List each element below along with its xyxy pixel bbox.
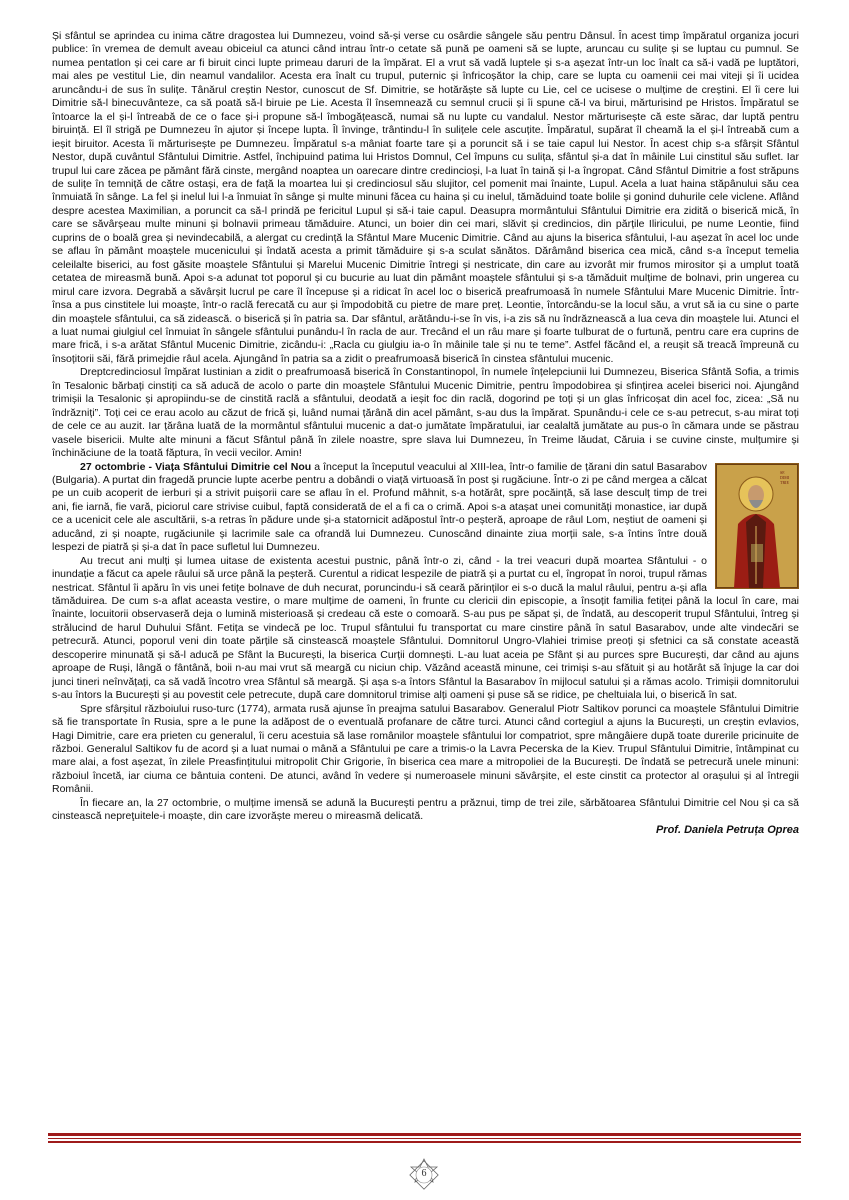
- svg-text:TRIE: TRIE: [780, 479, 789, 485]
- footer-rule-lower: [48, 1141, 801, 1143]
- paragraph-iustinian: Dreptcredinciosul împărat Iustinian a zidit o preafrumoasă biserică în Constantinopol, în numele înțelepciunii lui Dumnezeu, Biserica Sfântă Sofia, a trimis în Tesalonic bărbați cinstiți ca să aducă de acolo o parte din moaștele Sfântului Mucenic Dimitrie, pentru împodobirea și sfințirea acelei biserici noi. Ajungând trimișii la Tesalonic și apropiindu-se de cinstită raclă a sfântului, deodată a ieșit foc din raclă, dogorind pe toți și un glas înfricoșat din acel foc, zicea: „Să nu îndrăzniți”. Toți cei ce erau acolo au căzut de frică și, luând numai țărână din acel pământ, s-au dus la împărat. Spunându-i cele ce s-au petrecut, s-au mirat toți de cele ce au auzit. Iar țărâna luată de la mormântul sfântului mucenic a dat-o jumătate împăratului, iar cealaltă jumătate au pus-o în cămara unde se păstrau vasele bisericii. Multe alte minuni a făcut Sfântul până în zilele noastre, spre slava lui Dumnezeu, în Treime lăudat, Căruia i se cuvine cinste, mulțumire și închinăciune de la toată făptura, în vecii vecilor. Amin!: [52, 366, 799, 460]
- footer-rule-thin: [48, 1138, 801, 1139]
- article-body: [52, 30, 799, 1112]
- section-intro-text: a început la începutul veacului al XIII-lea, într-o familie de țărani din satul Basarabov (Bulgaria). A purtat din fragedă pruncie lupte acerbe pentru a dobândi o viață virtuoasă în post și rugăciune. Într-o zi pe când mergea a călcat pe un cuib acoperit de ierburi și a strivit puișorii care se aflau în el. Profund mâhnit, s-a hotărât, spre pocăință, să lase desculț timp de trei ani, fie iarnă, fie vară, piciorul care strivise cuibul, faptă considerată de el a fi ca o crimă. Apoi s-a atașat unei comunități monastice, iar după ce a ucenicit cele ale ascultării, s-a retras în pădure unde și-a statornicit adăpostul într-o peșteră, aproape de râul Lom, neștiut de oameni și aducând, zi și noapte, rugăciunile și lacrimile sale ca ofrandă lui Dumnezeu. Cunoscând dinainte ziua morții sale, s-a întins între două lespezi de piatră și și-a dat în pace sufletul lui Dumnezeu.: [52, 460, 707, 554]
- paragraph-martyrdom: Și sfântul se aprindea cu inima către dragostea lui Dumnezeu, voind să-și verse cu osârdie sângele său pentru Dânsul. În acest timp împăratul organiza jocuri publice: în vremea de demult aveau obiceiul ca atunci când intrau într-o cetate să pună pe oameni să se lupte, aruncau cu sulițe și se luptau cu pumnul. Se numea pentatlon și cei care ar fi biruit cinci lupte primeau daruri de la împărat. El a vrut să vadă luptele și s-a așezat într-un loc înalt ca să-i vadă pe luptători, mai ales pe vestitul Lie, din neamul vandalilor. Acesta era înalt cu trupul, puternic și înfricoșător la chip, care se lupta cu oamenii cei mai viteji și îi ucidea aruncându-i de sus în sulițe. Tânărul creștin Nestor, cunoscut de Sf. Dimitrie, se hotărăște să lupte cu Lie, cel ce ucisese o mulțime de creștini. El îi cere lui Dimitrie să-l binecuvânteze, ca să poată să-l biruie pe Lie. Acesta îl însemnează cu semnul crucii și îi spune că-l va birui, mărturisind pe Hristos. Împăratul se întoarce la el și-l întreabă de ce o face și-i propune să-l îmbogățească, numai să nu lupte cu vandalul. Nestor mărturisește că este sărac, dar luptă pentru biruință. El îl strigă pe Dumnezeu în ajutor și începe lupta. Îl învinge, trântindu-l în sulițele cele ascuțite. Împăratul, supărat îl cheamă la el și-l întreabă cum a ieșit biruitor. Acesta îi mărturisește pe Dumnezeu. Împăratul s-a mâniat foarte tare și a poruncit să i se taie capul lui Nestor. În acest chip s-a sfârșit Sfântul Nestor, după cuvântul Sfântului Dimitrie. Astfel, închipuind patima lui Hristos Domnul, Cel împuns cu sulița, sfântul și-a dat în mâinile Lui cinstitul său suflet. Iar trupul lui care zăcea pe pământ fără cinste, mergând noaptea un oarecare dintre credincioși, l-a luat în taină și l-a îngropat. Când Sfântul Dimitrie a fost străpuns de sulițe în temniță de către ostași, era de față la moartea lui și credinciosul său slujitor, cel pomenit mai înainte, Lupul. Acela a luat haina stăpânului său cea înmuiată în sânge. La fel și inelul lui l-a înmuiat în sânge și multe minuni făcea cu haina și cu inelul, tămăduind toate bolile și gonind duhurile cele viclene. Aflând despre acestea Maximilian, a poruncit ca să-l prindă pe fericitul Lupul și să-i taie capul. Deasupra mormântului Sfântului Dimitrie era zidită o biserică mică, în care se săvârșeau multe minuni și bolnavii primeau tămăduire. Atunci, un boier din cei mari, slăvit și credincios, din părțile Iliricului, pe nume Leontie, fiind cuprins de o boală grea și nevindecabilă, a alergat cu credință la Sfântul Mare Mucenic Dimitrie. Când au ajuns la biserica sfântului, l-au așezat în acel loc unde se aflau în pământ moaștele mucenicului și îndată acesta a primit tămăduire și s-a sculat sănătos. Dărâmând biserica cea mică, când s-a început temelia celeilalte biserici, au fost găsite moaștele Sfântului și Marelui Mucenic Dimitrie întregi și nestricate, din care au izvorât mir frumos mirositor și a umplut toată cetatea de mireasmă bună. Apoi s-a adunat tot poporul și cu bucurie au luat din pământ moaștele sfântului și s-a tămăduit mulțime de bolnavi, prin ungerea cu mirul care izvora. Degrabă a săvârșit lucrul pe care îl începuse și a ridicat în acel loc o biserică preafrumoasă în numele Sfântului Mare Mucenic Dimitrie. Într-însa a pus cinstitele lui moaște, într-o raclă ferecată cu aur și împodobită cu pietre de mare preț. Leontie, întorcându-se la locul său, a vrut să ia cu sine o parte din moaștele sfântului, ca să zidească. o biserică și în patria sa. Dar sfântul, arătându-i-se în vis, i-a zis să nu îndrăznească a lua ceva din moaștele lui. Atunci el a luat numai giulgiul cel înmuiat în sângele sfântului punându-l în racla de aur. Trecând el un râu mare și foarte tulburat de o furtună, pentru care era cuprins de mare frică, i s-a arătat Sfântul Mucenic Dimitrie, zicându-i: „Racla cu giulgiu ia-o în mâinile tale și nu te teme”. Astfel făcând el, a reușit să treacă împreună cu însoțitorii săi, fără primejdie râul acela. Ajungând în patria sa a zidit o preafrumoasă biserică în cinstea sfântului mucenic.: [52, 30, 799, 365]
- page-number: 6: [421, 1168, 427, 1179]
- paragraph-feast: În fiecare an, la 27 octombrie, o mulțime imensă se adună la București pentru a prăznui, timp de trei zile, sărbătoarea Sfântului Dimitrie cel Nou și ca să cinstească nepreţuitele-i moaște, din care izvorăște mereu o mireasmă delicată.: [52, 796, 799, 823]
- paragraph-discovery: Au trecut ani mulți și lumea uitase de existenta acestui pustnic, până într-o zi, când - la trei veacuri după moartea Sfântului - o inundație a făcut ca apele râului să urce până la peșteră. Curentul a ridicat lespezile de piatră și a purtat cu el, îngropat în noroi, trupul rămas nestricat. Sfântul îi apăru în vis unei fetițe bolnave de duh necurat, poruncindu-i să ceară părinților ei s-o ducă la malul râului, pentru a-și afla tămăduirea. De cum s-a aflat aceasta vestire, o mare mulțime de oameni, în frunte cu clericii din episcopie, a însoțit familia fetiței până la locul în care, mai înainte, locuitorii observaseră deja o lumină misterioasă și credeau că este o comoară. S-au pus pe săpat și, de îndată, au descoperit trupul Sfântului, întreg și strălucind de harul Duhului Sfânt. Fetița se vindecă pe loc. Trupul sfântului fu transportat cu mare cinstire până în satul Basarabov, unde alte vindecări se petrecură. Atunci, poporul veni din toate părțile să cinstească moaștele Sfântului. Domnitorul Ungro-Vlahiei trimise preoți și sfetnici ca să constate această descoperire minunată și să-l aducă pe Sfânt la București, la biserica Curții domnești. L-au luat aceia pe Sfânt și au purces spre București, dar când au ajuns aproape de Ruși, lângă o fântână, boii n-au mai vrut să meargă cu niciun chip. Văzând această minune, cei trimiși s-au sfătuit și au hotărât să înjuge la car doi junci tineri neînvățați, ca să vadă încotro vrea Sfântul să meargă. Și așa s-a întors Sfântul la Basarabov în mijlocul satului și a rămas acolo. Trimișii domnitorului s-au întors la București și au povestit cele petrecute, după care domnitorul trimise alți oameni și puse să se ridice, pe cheltuiala lui, o biserică în sat.: [52, 554, 799, 702]
- svg-text:SF.: SF.: [780, 469, 786, 475]
- paragraph-war: Spre sfârșitul războiului ruso-turc (1774), armata rusă ajunse în preajma satului Basarabov. Generalul Piotr Saltikov porunci ca moaștele Sfântului Dimitrie să fie transportate în Rusia, spre a le pune la adăpost de o eventuală profanare de către turci. Atunci când cortegiul a ajuns la București, un creștin evlavios, Hagi Dimitrie, care era prieten cu generalul, îi ceru acestuia să lase românilor moaștele sfântului lor compatriot, spre mângâiere după toate durerile pricinuite de război. Generalul Saltikov fu de acord și a luat numai o mână a Sfântului pe care a trimis-o la Lavra Pecerska de la Kiev. Trupul Sfântului Dimitrie, întâmpinat cu mare alai, a fost așezat, în zilele Preasfințitului mitropolit Chir Grigorie, în biserica cea mare a mitropoliei de la București. De îndată se petrecură unele minuni: războiul încetă, iar ciuma ce bântuia conteni. De atunci, având în vedere și numeroasele minuni săvârșite, el este cinstit ca protector al orașului și al întregii Românii.: [52, 702, 799, 796]
- saint-icon-image: [716, 464, 798, 588]
- footer-rule: [48, 1133, 801, 1136]
- saint-icon: [715, 463, 799, 589]
- svg-text:DIMI: DIMI: [780, 474, 790, 480]
- page-number-ornament: [406, 1157, 442, 1193]
- author-signature: Prof. Daniela Petruța Oprea: [655, 823, 799, 836]
- section-heading: 27 octombrie - Viața Sfântului Dimitrie cel Nou: [80, 460, 312, 473]
- paragraph-dimitrie-nou: [52, 461, 799, 555]
